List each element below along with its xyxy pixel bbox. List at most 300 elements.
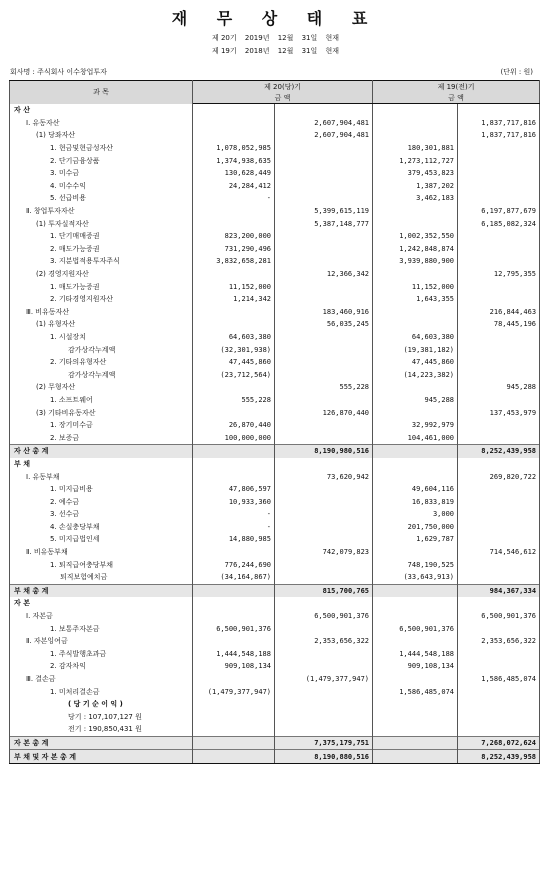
amount-cell-c1 <box>193 318 275 331</box>
amount-cell-c1 <box>193 381 275 394</box>
company-name: 회사명 : 주식회사 이수창업투자 <box>10 68 107 76</box>
amount-cell-c2: 5,387,148,777 <box>275 217 373 230</box>
amount-cell-c2 <box>275 419 373 432</box>
table-row <box>10 622 540 635</box>
amount-cell-c3 <box>373 711 458 724</box>
unit-label: (단위 : 원) <box>500 68 533 76</box>
row-label: 3. 미수금 <box>10 167 193 180</box>
amount-cell-c3 <box>373 698 458 711</box>
amount-cell-c1: 14,880,985 <box>193 533 275 546</box>
amount-cell-c2 <box>275 711 373 724</box>
period-year: 2019년 <box>244 34 270 42</box>
amount-cell-c4 <box>458 533 540 546</box>
row-label: 자 본 총 계 <box>10 736 193 750</box>
amount-cell-c1 <box>193 546 275 559</box>
amount-cell-c4 <box>458 685 540 698</box>
amount-cell-c2: 126,870,440 <box>275 406 373 419</box>
row-label: 1. 미지급비용 <box>10 483 193 496</box>
amount-cell-c3: 1,273,112,727 <box>373 154 458 167</box>
amount-cell-c4 <box>458 230 540 243</box>
amount-cell-c1: 1,374,938,635 <box>193 154 275 167</box>
amount-cell-c1: 909,108,134 <box>193 660 275 673</box>
row-label: Ⅰ. 유동자산 <box>10 117 193 130</box>
amount-cell-c4: 12,795,355 <box>458 268 540 281</box>
header-subject: 과 목 <box>10 81 193 104</box>
amount-cell-c3: (33,643,913) <box>373 571 458 584</box>
amount-cell-c1: 731,290,496 <box>193 243 275 256</box>
row-label: 1. 퇴직급여충당부채 <box>10 558 193 571</box>
row-label: 부 채 <box>10 458 193 471</box>
table-row <box>10 117 540 130</box>
table-row <box>10 546 540 559</box>
row-label: 1. 시설장치 <box>10 331 193 344</box>
row-label: 1. 단기매매증권 <box>10 230 193 243</box>
amount-cell-c3: 748,190,525 <box>373 558 458 571</box>
amount-cell-c1: 64,603,380 <box>193 331 275 344</box>
amount-cell-c3: (14,223,382) <box>373 368 458 381</box>
amount-cell-c3: 64,603,380 <box>373 331 458 344</box>
table-row <box>10 255 540 268</box>
row-label: Ⅰ. 자본금 <box>10 610 193 623</box>
table-row <box>10 495 540 508</box>
row-label: 부 채 총 계 <box>10 584 193 597</box>
amount-cell-c2: (1,479,377,947) <box>275 673 373 686</box>
table-row <box>10 368 540 381</box>
table-row <box>10 104 540 117</box>
amount-cell-c4 <box>458 597 540 610</box>
amount-cell-c1: 776,244,690 <box>193 558 275 571</box>
amount-cell-c2: 815,700,765 <box>275 584 373 597</box>
amount-cell-c1: (1,479,377,947) <box>193 685 275 698</box>
amount-cell-c1 <box>193 673 275 686</box>
amount-cell-c1: 3,832,658,281 <box>193 255 275 268</box>
amount-cell-c2 <box>275 293 373 306</box>
amount-cell-c4 <box>458 723 540 736</box>
amount-cell-c3: 47,445,860 <box>373 356 458 369</box>
total-row <box>10 445 540 458</box>
amount-cell-c1: (23,712,564) <box>193 368 275 381</box>
amount-cell-c2 <box>275 571 373 584</box>
amount-cell-c3 <box>373 584 458 597</box>
table-row <box>10 571 540 584</box>
amount-cell-c4: 1,586,485,074 <box>458 673 540 686</box>
amount-cell-c3 <box>373 445 458 458</box>
amount-cell-c1: 1,444,548,188 <box>193 648 275 661</box>
period-day: 31일 <box>301 34 318 42</box>
table-row <box>10 723 540 736</box>
amount-cell-c1: 26,870,440 <box>193 419 275 432</box>
amount-cell-c1: 130,628,449 <box>193 167 275 180</box>
amount-cell-c3: 1,387,202 <box>373 180 458 193</box>
amount-cell-c2 <box>275 104 373 117</box>
table-row <box>10 558 540 571</box>
row-label: 당기 : 107,107,127 원 <box>10 711 193 724</box>
table-row <box>10 597 540 610</box>
amount-cell-c1 <box>193 104 275 117</box>
amount-cell-c1 <box>193 635 275 648</box>
amount-cell-c1 <box>193 217 275 230</box>
row-label: 2. 매도가능증권 <box>10 243 193 256</box>
amount-cell-c3: 945,288 <box>373 394 458 407</box>
table-row <box>10 280 540 293</box>
amount-cell-c2 <box>275 154 373 167</box>
amount-cell-c4: 7,268,072,624 <box>458 736 540 750</box>
amount-cell-c1 <box>193 723 275 736</box>
row-label: (3) 기타비유동자산 <box>10 406 193 419</box>
amount-cell-c3: 49,604,116 <box>373 483 458 496</box>
amount-cell-c2 <box>275 180 373 193</box>
row-label: 감가상각누계액 <box>10 368 193 381</box>
amount-cell-c4 <box>458 495 540 508</box>
page-title: 재 무 상 태 표 <box>171 9 380 28</box>
row-label: 4. 손실충당부채 <box>10 521 193 534</box>
header-current-amount: 금 액 <box>193 92 373 104</box>
amount-cell-c1 <box>193 458 275 471</box>
amount-cell-c2 <box>275 483 373 496</box>
amount-cell-c4: 1,837,717,816 <box>458 129 540 142</box>
amount-cell-c3: 104,461,000 <box>373 431 458 444</box>
amount-cell-c1: 47,806,597 <box>193 483 275 496</box>
amount-cell-c3 <box>373 217 458 230</box>
row-label: 3. 선수금 <box>10 508 193 521</box>
row-label: 1. 매도가능증권 <box>10 280 193 293</box>
amount-cell-c3: 6,500,901,376 <box>373 622 458 635</box>
amount-cell-c3: 1,643,355 <box>373 293 458 306</box>
table-row <box>10 673 540 686</box>
amount-cell-c2 <box>275 431 373 444</box>
table-row <box>10 331 540 344</box>
period-day: 31일 <box>301 47 318 55</box>
amount-cell-c4: 8,252,439,958 <box>458 445 540 458</box>
row-label: (2) 경영지원자산 <box>10 268 193 281</box>
amount-cell-c4 <box>458 343 540 356</box>
table-row <box>10 205 540 218</box>
amount-cell-c1: 100,000,000 <box>193 431 275 444</box>
amount-cell-c2 <box>275 167 373 180</box>
amount-cell-c3 <box>373 750 458 764</box>
amount-cell-c4 <box>458 521 540 534</box>
amount-cell-c3 <box>373 458 458 471</box>
amount-cell-c3: 909,108,134 <box>373 660 458 673</box>
amount-cell-c2 <box>275 508 373 521</box>
amount-cell-c2 <box>275 280 373 293</box>
amount-cell-c1 <box>193 597 275 610</box>
row-label: Ⅰ. 유동부채 <box>10 470 193 483</box>
amount-cell-c1 <box>193 610 275 623</box>
amount-cell-c3: (19,381,182) <box>373 343 458 356</box>
table-row <box>10 508 540 521</box>
amount-cell-c3 <box>373 318 458 331</box>
table-row <box>10 167 540 180</box>
table-row <box>10 192 540 205</box>
amount-cell-c1: 823,200,000 <box>193 230 275 243</box>
amount-cell-c4 <box>458 142 540 155</box>
table-row <box>10 406 540 419</box>
amount-cell-c3 <box>373 268 458 281</box>
amount-cell-c3: 1,629,787 <box>373 533 458 546</box>
row-label: 1. 소프트웨어 <box>10 394 193 407</box>
amount-cell-c1: 1,078,052,985 <box>193 142 275 155</box>
table-row <box>10 458 540 471</box>
amount-cell-c2: 8,190,880,516 <box>275 750 373 764</box>
amount-cell-c2: 2,607,904,481 <box>275 117 373 130</box>
amount-cell-c2 <box>275 698 373 711</box>
amount-cell-c4 <box>458 571 540 584</box>
amount-cell-c2 <box>275 243 373 256</box>
amount-cell-c2 <box>275 331 373 344</box>
amount-cell-c4: 984,367,334 <box>458 584 540 597</box>
row-label: Ⅲ. 결손금 <box>10 673 193 686</box>
amount-cell-c4: 137,453,979 <box>458 406 540 419</box>
amount-cell-c1 <box>193 445 275 458</box>
amount-cell-c3 <box>373 635 458 648</box>
amount-cell-c2 <box>275 495 373 508</box>
amount-cell-c1 <box>193 584 275 597</box>
amount-cell-c3 <box>373 129 458 142</box>
amount-cell-c2: 2,607,904,481 <box>275 129 373 142</box>
amount-cell-c4: 78,445,196 <box>458 318 540 331</box>
amount-cell-c2 <box>275 660 373 673</box>
table-row <box>10 698 540 711</box>
amount-cell-c1 <box>193 268 275 281</box>
amount-cell-c4 <box>458 698 540 711</box>
row-label: (1) 투자실적자산 <box>10 217 193 230</box>
row-label: (2) 무형자산 <box>10 381 193 394</box>
amount-cell-c4 <box>458 648 540 661</box>
period-term: 제 20기 <box>211 34 237 42</box>
row-label: 자 본 <box>10 597 193 610</box>
total-row <box>10 750 540 764</box>
table-row <box>10 431 540 444</box>
amount-cell-c2 <box>275 685 373 698</box>
amount-cell-c1: 10,933,360 <box>193 495 275 508</box>
period-suffix: 현재 <box>325 47 340 55</box>
amount-cell-c4 <box>458 180 540 193</box>
row-label: 1. 주식발행초과금 <box>10 648 193 661</box>
row-label: 부 채 및 자 본 총 계 <box>10 750 193 764</box>
amount-cell-c4 <box>458 167 540 180</box>
table-row <box>10 230 540 243</box>
amount-cell-c3 <box>373 546 458 559</box>
table-row <box>10 243 540 256</box>
amount-cell-c4 <box>458 458 540 471</box>
amount-cell-c3: 1,242,848,874 <box>373 243 458 256</box>
row-label: 2. 보증금 <box>10 431 193 444</box>
amount-cell-c3: 1,586,485,074 <box>373 685 458 698</box>
amount-cell-c3 <box>373 470 458 483</box>
row-label: 자 산 <box>10 104 193 117</box>
header-current-period: 제 20(당)기 <box>193 81 373 93</box>
amount-cell-c3 <box>373 673 458 686</box>
row-label: 3. 지분법적용투자주식 <box>10 255 193 268</box>
amount-cell-c1: 47,445,860 <box>193 356 275 369</box>
amount-cell-c4 <box>458 154 540 167</box>
amount-cell-c2 <box>275 192 373 205</box>
amount-cell-c3 <box>373 381 458 394</box>
amount-cell-c4 <box>458 508 540 521</box>
row-label: 5. 미지급법인세 <box>10 533 193 546</box>
amount-cell-c2: 8,190,980,516 <box>275 445 373 458</box>
amount-cell-c4 <box>458 331 540 344</box>
amount-cell-c4 <box>458 104 540 117</box>
amount-cell-c4 <box>458 622 540 635</box>
amount-cell-c2 <box>275 648 373 661</box>
balance-sheet-table <box>9 80 540 764</box>
amount-cell-c4: 714,546,612 <box>458 546 540 559</box>
table-row <box>10 154 540 167</box>
row-label: ( 당 기 순 이 익 ) <box>10 698 193 711</box>
amount-cell-c4: 8,252,439,958 <box>458 750 540 764</box>
amount-cell-c1 <box>193 698 275 711</box>
amount-cell-c1: - <box>193 508 275 521</box>
table-row <box>10 470 540 483</box>
amount-cell-c1: - <box>193 521 275 534</box>
row-label: 2. 단기금융상품 <box>10 154 193 167</box>
amount-cell-c3 <box>373 597 458 610</box>
header-previous-period: 제 19(전)기 <box>373 81 540 93</box>
period-line-previous <box>0 46 551 56</box>
amount-cell-c2: 73,620,942 <box>275 470 373 483</box>
table-row <box>10 610 540 623</box>
amount-cell-c1 <box>193 129 275 142</box>
amount-cell-c4 <box>458 368 540 381</box>
amount-cell-c1 <box>193 711 275 724</box>
amount-cell-c3 <box>373 205 458 218</box>
amount-cell-c3 <box>373 610 458 623</box>
amount-cell-c4 <box>458 356 540 369</box>
amount-cell-c1 <box>193 736 275 750</box>
table-row <box>10 685 540 698</box>
amount-cell-c1 <box>193 205 275 218</box>
amount-cell-c4 <box>458 558 540 571</box>
amount-cell-c2 <box>275 394 373 407</box>
amount-cell-c4: 6,197,877,679 <box>458 205 540 218</box>
table-row <box>10 648 540 661</box>
amount-cell-c2 <box>275 230 373 243</box>
amount-cell-c4 <box>458 431 540 444</box>
amount-cell-c2 <box>275 356 373 369</box>
amount-cell-c1: 555,228 <box>193 394 275 407</box>
table-row <box>10 419 540 432</box>
table-row <box>10 394 540 407</box>
table-row <box>10 306 540 319</box>
amount-cell-c3: 3,000 <box>373 508 458 521</box>
table-row <box>10 268 540 281</box>
table-row <box>10 660 540 673</box>
amount-cell-c2: 6,500,901,376 <box>275 610 373 623</box>
amount-cell-c1: 6,500,901,376 <box>193 622 275 635</box>
period-month: 12월 <box>277 34 294 42</box>
table-row <box>10 180 540 193</box>
amount-cell-c4 <box>458 255 540 268</box>
table-row <box>10 142 540 155</box>
amount-cell-c3: 11,152,000 <box>373 280 458 293</box>
amount-cell-c3 <box>373 117 458 130</box>
period-line-current <box>0 33 551 43</box>
amount-cell-c2 <box>275 458 373 471</box>
table-row <box>10 343 540 356</box>
amount-cell-c2 <box>275 343 373 356</box>
amount-cell-c1: 11,152,000 <box>193 280 275 293</box>
amount-cell-c2 <box>275 533 373 546</box>
row-label: 감가상각누계액 <box>10 343 193 356</box>
amount-cell-c1 <box>193 306 275 319</box>
amount-cell-c4 <box>458 192 540 205</box>
table-row <box>10 521 540 534</box>
amount-cell-c1: 24,284,412 <box>193 180 275 193</box>
amount-cell-c2: 12,366,342 <box>275 268 373 281</box>
row-label: 4. 미수수익 <box>10 180 193 193</box>
amount-cell-c3: 180,301,881 <box>373 142 458 155</box>
amount-cell-c3: 16,833,819 <box>373 495 458 508</box>
amount-cell-c4: 1,837,717,816 <box>458 117 540 130</box>
amount-cell-c1: (32,301,938) <box>193 343 275 356</box>
row-label: 퇴직보험예치금 <box>10 571 193 584</box>
amount-cell-c2 <box>275 597 373 610</box>
table-body <box>10 104 540 764</box>
amount-cell-c2 <box>275 255 373 268</box>
amount-cell-c3 <box>373 723 458 736</box>
amount-cell-c3 <box>373 736 458 750</box>
total-row <box>10 736 540 750</box>
amount-cell-c2 <box>275 558 373 571</box>
amount-cell-c1 <box>193 117 275 130</box>
row-label: 2. 기타경영지원자산 <box>10 293 193 306</box>
amount-cell-c2 <box>275 622 373 635</box>
amount-cell-c4 <box>458 483 540 496</box>
amount-cell-c1: - <box>193 192 275 205</box>
amount-cell-c2: 742,079,823 <box>275 546 373 559</box>
table-row <box>10 711 540 724</box>
amount-cell-c4: 945,288 <box>458 381 540 394</box>
period-month: 12월 <box>277 47 294 55</box>
amount-cell-c1 <box>193 406 275 419</box>
amount-cell-c4 <box>458 280 540 293</box>
row-label: Ⅱ. 자본잉여금 <box>10 635 193 648</box>
amount-cell-c4: 216,844,463 <box>458 306 540 319</box>
amount-cell-c3: 32,992,979 <box>373 419 458 432</box>
amount-cell-c2: 5,399,615,119 <box>275 205 373 218</box>
amount-cell-c2 <box>275 368 373 381</box>
amount-cell-c4 <box>458 419 540 432</box>
row-label: 자 산 총 계 <box>10 445 193 458</box>
table-row <box>10 129 540 142</box>
row-label: Ⅲ. 비유동자산 <box>10 306 193 319</box>
period-suffix: 현재 <box>325 34 340 42</box>
amount-cell-c1 <box>193 750 275 764</box>
table-row <box>10 483 540 496</box>
table-row <box>10 533 540 546</box>
row-label: 1. 장기미수금 <box>10 419 193 432</box>
amount-cell-c4 <box>458 293 540 306</box>
row-label: (1) 유형자산 <box>10 318 193 331</box>
amount-cell-c3: 379,453,823 <box>373 167 458 180</box>
amount-cell-c2: 2,353,656,322 <box>275 635 373 648</box>
row-label: 1. 현금및현금성자산 <box>10 142 193 155</box>
row-label: 2. 예수금 <box>10 495 193 508</box>
amount-cell-c3: 201,750,000 <box>373 521 458 534</box>
amount-cell-c1: (34,164,867) <box>193 571 275 584</box>
amount-cell-c2 <box>275 142 373 155</box>
row-label: 5. 선급비용 <box>10 192 193 205</box>
row-label: 1. 보통주자본금 <box>10 622 193 635</box>
amount-cell-c4: 2,353,656,322 <box>458 635 540 648</box>
amount-cell-c2: 56,035,245 <box>275 318 373 331</box>
header-previous-amount: 금 액 <box>373 92 540 104</box>
table-row <box>10 217 540 230</box>
table-row <box>10 293 540 306</box>
amount-cell-c3 <box>373 306 458 319</box>
